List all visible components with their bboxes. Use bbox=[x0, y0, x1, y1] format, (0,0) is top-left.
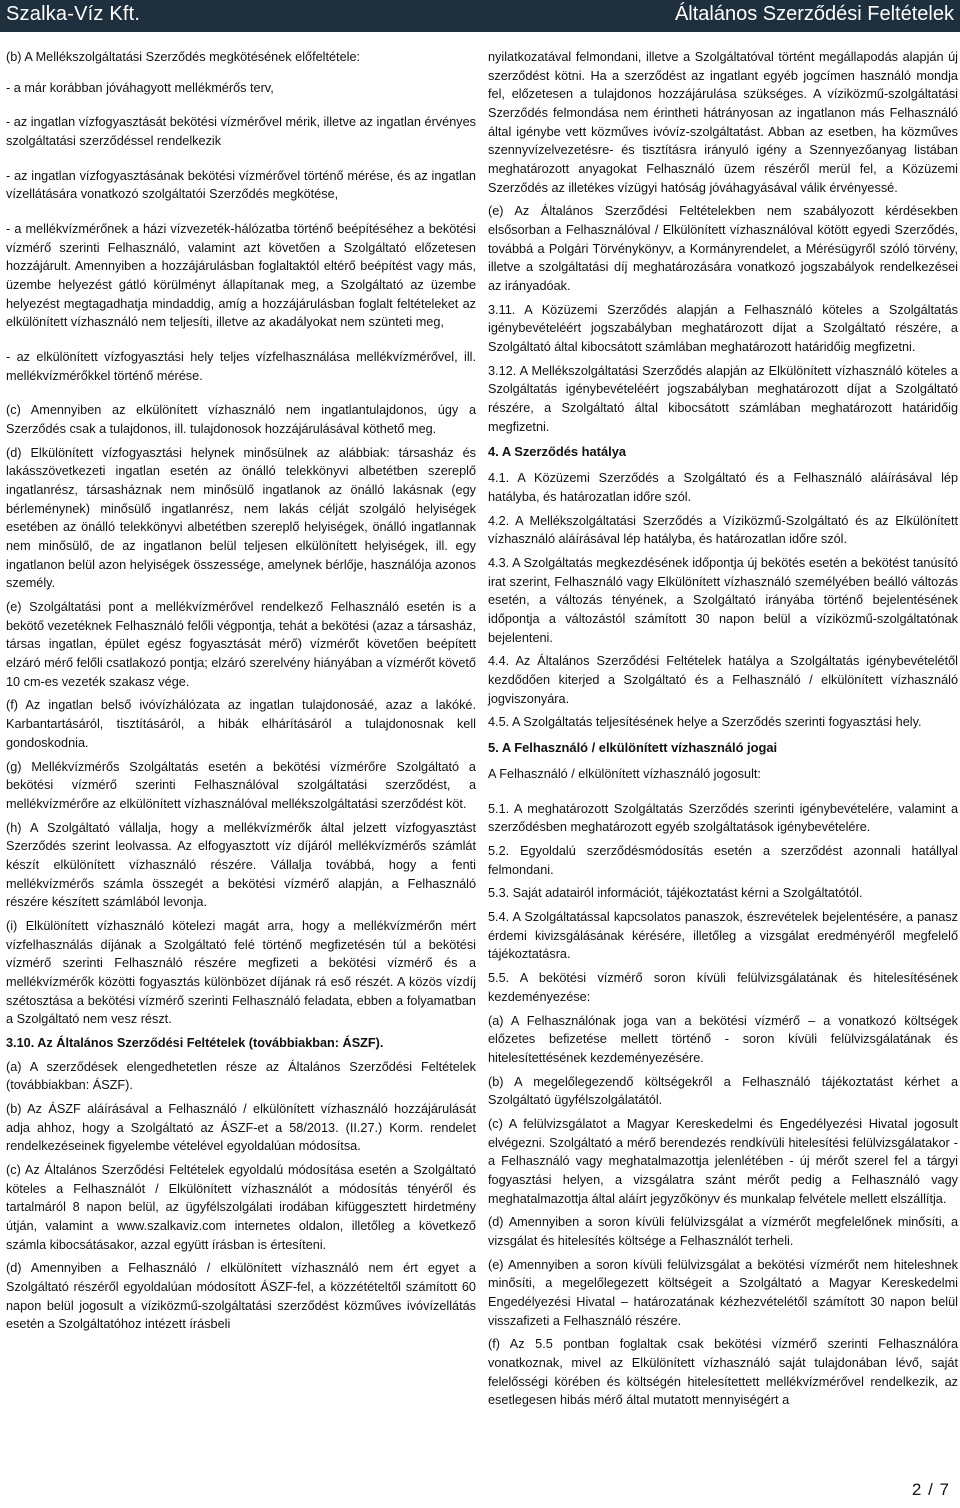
paragraph: 5.1. A meghatározott Szolgáltatás Szerződés szerinti igénybevételére, valamint a szerződésben meghatározott egyéb szolgáltatások igénybevételére. bbox=[488, 801, 958, 835]
paragraph: 5.3. Saját adatairól információt, tájékoztatást kérni a Szolgáltatótól. bbox=[488, 886, 863, 901]
paragraph: 5.5. A bekötési vízmérő soron kívüli felülvizsgálatának és hitelesítésének kezdeményezése: bbox=[488, 971, 958, 1004]
paragraph: (f) Az 5.5 pontban foglaltak csak bekötési vízmérő szerinti Felhasználóra vonatkoznak, mivel az Elkülönített vízhasználó saját tulajdonában lévő, saját felelősségi körében és költségén hitelesítettett mellékvízmérővel rendelkezik, az esetlegesen hibás mérő által mutatott mennyiségért a bbox=[488, 1337, 958, 1408]
page-number: 2 / 7 bbox=[911, 1480, 950, 1499]
paragraph: (i) Elkülönített vízhasználó kötelezi magát arra, hogy a mellékvízmérőn mért vízfelhasználás díjának a Szolgáltató felé történő megfizetésén túl a bekötési vízmérő szerinti Felhasználó részére megfizeti a bekötési vízmérő és a mellékvízmérők közötti fogyasztás különbözet díjának rá eső részét. A közös vízdíj szétosztása a bekötési vízmérő szerinti Felhasználó feladata, ebben a folyamatban a Szolgáltató nem vesz részt. bbox=[6, 918, 476, 1027]
paragraph: - a már korábban jóváhagyott mellékmérős terv, bbox=[6, 80, 274, 95]
paragraph: 3.11. A Közüzemi Szerződés alapján a Felhasználó köteles a Szolgáltatás igénybevételéért jogszabályban meghatározott díjat a Szolgáltató részére, a Szolgáltató által kibocsátott számlában meghatározott határidőig megfizetni. bbox=[488, 302, 958, 355]
paragraph: (f) Az ingatlan belső ivóvízhálózata az ingatlan tulajdonosáé, azaz a lakóké. Karbantartásáról, tisztításáról, a hibák elhárításáról a tulajdonosnak kell gondoskodnia. bbox=[6, 698, 476, 750]
paragraph: - az elkülönített vízfogyasztási hely teljes vízfelhasználása mellékvízmérővel, ill. mellékvízmérőkkel történő mérése. bbox=[6, 350, 476, 383]
section-heading-text: 3.10. Az Általános Szerződési Feltételek (továbbiakban: ÁSZF). bbox=[6, 1035, 384, 1050]
section-heading: 4. A Szerződés hatálya bbox=[488, 444, 627, 460]
paragraph: nyilatkozatával felmondani, illetve a Szolgáltatóval történt megállapodás alapján új szerződést kötni. Ha a szerződést az ingatlant egyéb jogcímen használó mondja fel, előzetesen a tulajdonos hozzájárulása szükséges. A víziközmű-szolgáltatási Szerződés felmondása nem érintheti hátrányosan az ingatlanon más Felhasználó által igénybe vett közműves ivóvíz-szolgáltatást. Abban az esetben, ha közműves szennyvízelvezetésre- és tisztításra irányuló igény a Szennyezőanyag listában meghatározott anyagokat Felhasználó üzem részéről merül fel, a Közüzemi Szerződés az illetékes vízügyi hatóság jóváhagyásával válik érvényessé. bbox=[488, 50, 958, 195]
document-title: Általános Szerződési Feltételek bbox=[674, 3, 954, 25]
paragraph: (e) Az Általános Szerződési Feltételekben nem szabályozott kérdésekben elsősorban a Felhasználóval / Elkülönített vízhasználóval kötött egyedi Szerződés, továbbá a Polgári Törvénykönyv, a Kormányrendelet, a Mérésügyről szóló törvény, illetve a szolgáltatási díj meghatározására vonatkozó jogszabályok rendelkezései az irányadóak. bbox=[488, 204, 958, 294]
right-column bbox=[488, 48, 958, 1415]
paragraph: 4.4. Az Általános Szerződési Feltételek hatálya a Szolgáltatás igénybevételétől kezdődően kiterjed a Szolgáltató és a Felhasználó / elkülönített vízhasználó jogviszonyára. bbox=[488, 654, 958, 706]
paragraph: 5.2. Egyoldalú szerződésmódosítás esetén a szerződést azonnali hatállyal felmondani. bbox=[488, 844, 958, 877]
paragraph: (a) A Felhasználónak joga van a bekötési vízmérő – a vonatkozó költségek előzetes befizetése mellett történő - soron kívüli felülvizsgálatának és hitelesítettésének kezdeményezésére. bbox=[488, 1013, 958, 1065]
section-heading: 5. A Felhasználó / elkülönített vízhasználó jogai bbox=[488, 740, 778, 756]
paragraph: (b) A Mellékszolgáltatási Szerződés megkötésének előfeltétele: bbox=[6, 50, 361, 64]
company-name: Szalka-Víz Kft. bbox=[6, 3, 141, 25]
paragraph: (a) A szerződések elengedhetetlen része az Általános Szerződési Feltételek (továbbiakban: ÁSZF). bbox=[6, 1059, 476, 1093]
left-column bbox=[6, 48, 476, 1339]
paragraph: 4.5. A Szolgáltatás teljesítésének helye a Szerződés szerinti fogyasztási hely. bbox=[488, 715, 922, 730]
paragraph: - az ingatlan vízfogyasztását bekötési vízmérővel mérik, illetve az ingatlan érvényes szolgáltatási szerződéssel rendelkezik bbox=[6, 115, 476, 149]
paragraph: 5.4. A Szolgáltatással kapcsolatos panaszok, észrevételek bejelentésére, a panasz érdemi kivizsgálásának kérésére, illetőleg a vizsgálat eredményéről megfelelő tájékoztatásra. bbox=[488, 910, 958, 962]
paragraph: (d) Elkülönített vízfogyasztási helynek minősülnek az alábbiak: társasház és lakásszövetkezeti ingatlan esetén az önálló telekkönyvi albetétben szereplő ingatlanrész, társasháznak nem minősülő ingatlanok az önálló lakásnak (egy bérleménynek) minősülő ingatlanrész, nem lakás célját szolgáló helyiségek esetében az önálló telekkönyvi albetétben szereplő helyiségek, önálló ingatlannak nem minősülő, de az ingatlanon belül teljesen elkülönített helyiségek, ill. egy ingatlanon belül azon helyiségek összessége, amelynek bérlője, használója azonos személy. bbox=[6, 445, 476, 591]
paragraph: 4.3. A Szolgáltatás megkezdésének időpontja új bekötés esetén a bekötést tanúsító irat szerint, Felhasználó vagy Elkülönített vízhasználó személyében beálló változás esetén, a változás tényének, a Szolgáltató irányába történő bejelentésének időpontja a változástól számított 30 napon belül a víziközmű-szolgáltatónak bejelenteni. bbox=[488, 556, 958, 645]
paragraph: (e) Szolgáltatási pont a mellékvízmérővel rendelkező Felhasználó esetén is a bekötő vezetéknek Felhasználó felőli végpontja, tehát a bekötési (azaz a társasház, társas ingatlan, épület egész fogyasztását mérő) vízmérőt követően beépített elzáró mérő felőli csatlakozó pontja; elzáró szerelvény hiányában a vízmérőt követő 10 cm-es vezeték szakasz vége. bbox=[6, 600, 476, 689]
paragraph: (e) Amennyiben a soron kívüli felülvizsgálat a bekötési vízmérőt nem hiteleshnek minősíti, a megelőlegezett költségeit a Szolgáltató a Magyar Kereskedelmi Engedélyezési Hivatal – határozatának kézhezvételétől számított 30 napon belül visszafizeti a Felhasználó részére. bbox=[488, 1257, 958, 1328]
paragraph: (h) A Szolgáltató vállalja, hogy a mellékvízmérők által jelzett vízfogyasztást Szerződés szerint leolvassa. Az elfogyasztott víz díjáról mellékvízmérős számlát készít elkülönített vízhasználó részére. Vállalja továbbá, hogy a fenti mellékvízmérős számla összegét a bekötési vízmérő alapján, a Felhasználó részére készített számlából levonja. bbox=[6, 820, 476, 910]
paragraph: A Felhasználó / elkülönített vízhasználó jogosult: bbox=[488, 767, 761, 782]
paragraph: (d) Amennyiben a soron kívüli felülvizsgálat a vízmérőt megfelelőnek minősíti, a vizsgálat és hitelesítés költsége a Felhasználót terheli. bbox=[488, 1215, 958, 1248]
paragraph: - a mellékvízmérőnek a házi vízvezeték-hálózatba történő beépítéséhez a bekötési vízmérő szerinti Felhasználó, valamint azt követően a Szolgáltató előzetesen hozzájárult. Amennyiben a hozzájárulásban foglaltaktól eltérő beépítést vagy más, üzembe helyezést gátló körülményt állapítanak meg, a Szolgáltató az üzembe helyezést megtagadhatja mindaddig, amíg a hozzájárulásban foglalt feltételeket az elkülönített vízhasználó nem teljesíti, illetve az akadályokat nem szünteti meg, bbox=[6, 222, 476, 330]
paragraph: (d) Amennyiben a Felhasználó / elkülönített vízhasználó nem ért egyet a Szolgáltató részéről egyoldalúan módosított ÁSZF-fel, a közzétételtől számított 60 napon belül jogosult a víziközmű-szolgáltatási szerződést közműves ivóvízellátás esetén a Szolgáltatóhoz intézett írásbeli bbox=[6, 1261, 476, 1332]
paragraph: (c) A felülvizsgálatot a Magyar Kereskedelmi és Engedélyezési Hivatal jogosult elvégezni. Szolgáltató a mérő berendezés rendkívüli hitelesítési felülvizsgálatakor - a Felhasználó vagy meghatalmazottja jelenlétében - új mérőt szerel fel a tárgyi fogyasztási helyen, a vizsgálatra szánt mérőt pedig a Felhasználó vagy meghatalmazottja által aláírt jegyzőkönyv és munkalap felvétele mellett elszállítja. bbox=[488, 1116, 958, 1206]
paragraph: 4.2. A Mellékszolgáltatási Szerződés a Víziközmű-Szolgáltató és az Elkülönített vízhasználó aláírásával lép hatályba, és határozatlan időre szól. bbox=[488, 513, 958, 547]
paragraph: - az ingatlan vízfogyasztásának bekötési vízmérővel történő mérése, és az ingatlan vízellátására vonatkozó szolgáltatói Szerződés megkötése, bbox=[6, 168, 476, 202]
section-heading bbox=[6, 1034, 476, 1053]
page-header bbox=[0, 0, 960, 32]
paragraph: (b) A megelőlegezendő költségekről a Felhasználó tájékoztatást kérhet a Szolgáltató ügyfélszolgálatától. bbox=[488, 1074, 958, 1108]
paragraph: (g) Mellékvízmérős Szolgáltatás esetén a bekötési vízmérőre Szolgáltató a bekötési vízmérő szerinti Felhasználóval szolgáltatási szerződést, a mellékvízmérőre az elkülönített vízhasználóval mellékszolgáltatási szerződést köt. bbox=[6, 759, 476, 811]
paragraph: (b) Az ÁSZF aláírásával a Felhasználó / elkülönített vízhasználó hozzájárulását adja ahhoz, hogy a Szolgáltató az ÁSZF-et a 58/2013. (II.27.) Korm. rendelet rendelkezéseinek figyelembe vételével egyoldalúan módosítsa. bbox=[6, 1101, 476, 1154]
paragraph: (c) Az Általános Szerződési Feltételek egyoldalú módosítása esetén a Szolgáltató köteles a Felhasználót / Elkülönített vízhasználót a módosítás tényéről és tartalmáról 8 napon belül, az ügyfélszolgálati irodában kifüggesztett hirdetmény útján, valamint a www.szalkaviz.com internetes oldalon, illetőleg a következő számla kibocsátásakor, azzal együtt írásban is értesíteni. bbox=[6, 1162, 476, 1252]
paragraph: 3.12. A Mellékszolgáltatási Szerződés alapján az Elkülönített vízhasználó köteles a Szolgáltatás igénybevételéért jogszabályban meghatározott díjat a Szolgáltató részére, a Szolgáltató által kibocsátott számlában meghatározott határidőig megfizetni. bbox=[488, 363, 958, 434]
paragraph: (c) Amennyiben az elkülönített vízhasználó nem ingatlantulajdonos, úgy a Szerződés csak a tulajdonos, ill. tulajdonosok hozzájárulásával köthető meg. bbox=[6, 403, 476, 437]
paragraph: 4.1. A Közüzemi Szerződés a Szolgáltató és a Felhasználó aláírásával lép hatályba, és határozatlan időre szól. bbox=[488, 471, 958, 505]
